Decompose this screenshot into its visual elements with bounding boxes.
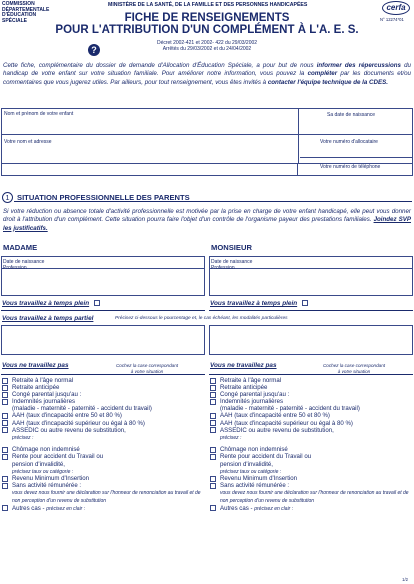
checkbox[interactable]	[210, 392, 216, 398]
list-item: Retraite anticipée	[209, 384, 413, 391]
madame-birth-label: Date de naissance	[3, 259, 45, 265]
checkbox[interactable]	[2, 385, 8, 391]
part-time-hint: Précisez ci-dessous le pourcentage et, le cas échéant, les modalités particulières	[115, 316, 288, 321]
list-item: AAH (taux d'incapacité entre 50 et 80 %)	[1, 412, 205, 419]
allocataire-field[interactable]	[302, 146, 410, 156]
monsieur-not-working: Vous ne travaillez pas	[210, 362, 277, 369]
child-birth-label: Sa date de naissance	[327, 112, 376, 118]
list-item: Rente pour accident du Travail ou pension d'invalidité, précisez taux ou catégorie :	[1, 453, 205, 475]
cerfa-logo: cerfa	[382, 1, 410, 15]
list-item: Indemnités journalières (maladie - maternité - paternité - accident du travail)	[209, 398, 413, 412]
list-item: Sans activité rémunérée : vous devez nous fournir une déclaration sur l'honneur de renonciation au travail et de non perception d'un revenu de substitution	[1, 482, 205, 504]
decret-reference: Décret 2002-421 et 2002- 422 du 29/03/2002	[156, 40, 258, 46]
list-item: AAH (taux d'incapacité supérieur ou égal à 80 %)	[1, 420, 205, 427]
checkbox[interactable]	[210, 505, 216, 511]
madame-full-time-checkbox[interactable]	[94, 300, 100, 306]
monsieur-profession-field[interactable]	[211, 270, 411, 294]
list-item: Revenu Minimum d'Insertion	[209, 475, 413, 482]
checkbox[interactable]	[2, 483, 8, 489]
monsieur-situation-list	[209, 377, 413, 512]
section-intro: Si votre réduction ou absence totale d'activité professionnelle est motivée par la prise en charge de votre enfant handicapé, elle peut vous donner droit à l'attribution d'un complément. Cette situation pourra faire l'objet d'un contrôle de l'organisme payeur des prestations familiales. Joindez SVP les justificatifs.	[3, 208, 411, 232]
organization-name: COMMISSION DÉPARTEMENTALE D'ÉDUCATION SPÉCIALE	[2, 1, 50, 24]
list-item: Congé parental jusqu'au :	[209, 391, 413, 398]
list-item: Chômage non indemnisé	[1, 446, 205, 453]
checkbox[interactable]	[2, 420, 8, 426]
form-number: N° 12274*01	[380, 17, 404, 22]
checkbox[interactable]	[2, 476, 8, 482]
madame-profession-label: Profession	[3, 265, 27, 271]
list-item: Autres cas - précisez en clair :	[209, 505, 413, 513]
checkbox[interactable]	[210, 413, 216, 419]
monsieur-heading: MONSIEUR	[211, 243, 252, 252]
checkbox[interactable]	[210, 454, 216, 460]
section-title: SITUATION PROFESSIONNELLE DES PARENTS	[17, 193, 190, 202]
checkbox[interactable]	[210, 447, 216, 453]
arrete-reference: Arrêtés du 29/03/2002 et du 24/04/2002	[162, 46, 252, 52]
checkbox[interactable]	[210, 378, 216, 384]
intro-paragraph: Cette fiche, complémentaire du dossier de demande d'Allocation d'Éducation Spéciale, a pour but de nous informer des répercussions du handicap de votre enfant sur votre situation familiale. Pour améliorer notre information, vous pouvez la compléter par les documents et/ou commentaires que vous jugerez utiles. Par ailleurs, pour tout renseignement, vous êtes invités à contacter l'équipe technique de la CDES.	[3, 62, 412, 86]
help-icon[interactable]: ?	[88, 44, 100, 56]
list-item: Retraite à l'âge normal	[209, 377, 413, 384]
madame-profession-field[interactable]	[3, 270, 203, 294]
monsieur-birth-label: Date de naissance	[211, 259, 253, 265]
checkbox[interactable]	[2, 413, 8, 419]
madame-part-time-field[interactable]	[1, 325, 205, 355]
parent-address-label: Votre nom et adresse	[4, 139, 52, 145]
list-item: Chômage non indemnisé	[209, 446, 413, 453]
list-item: AAH (taux d'incapacité supérieur ou égal à 80 %)	[209, 420, 413, 427]
monsieur-not-working-hint: Cochez la case correspondant à votre situation	[322, 363, 386, 374]
monsieur-part-time-field[interactable]	[209, 325, 413, 355]
checkbox[interactable]	[2, 447, 8, 453]
checkbox[interactable]	[2, 392, 8, 398]
madame-full-time: Vous travaillez à temps plein	[2, 300, 100, 307]
checkbox[interactable]	[210, 427, 216, 433]
list-item: Retraite à l'âge normal	[1, 377, 205, 384]
list-item: Revenu Minimum d'Insertion	[1, 475, 205, 482]
list-item: Congé parental jusqu'au :	[1, 391, 205, 398]
section-number-badge: 1	[2, 192, 13, 203]
ministry-name: MINISTÈRE DE LA SANTÉ, DE LA FAMILLE ET DES PERSONNES HANDICAPÉES	[108, 2, 308, 8]
checkbox[interactable]	[2, 454, 8, 460]
child-name-label: Nom et prénom de votre enfant	[4, 111, 74, 117]
child-birth-field[interactable]	[302, 119, 410, 132]
list-item: ASSEDIC ou autre revenu de substitution, précisez :	[1, 427, 205, 442]
checkbox[interactable]	[210, 483, 216, 489]
checkbox[interactable]	[210, 399, 216, 405]
page-number: 1/2	[402, 577, 408, 582]
checkbox[interactable]	[210, 420, 216, 426]
parent-address-field[interactable]	[4, 146, 294, 162]
list-item: Retraite anticipée	[1, 384, 205, 391]
checkbox[interactable]	[2, 427, 8, 433]
phone-label: Votre numéro de téléphone	[320, 164, 381, 170]
monsieur-profession-label: Profession	[211, 265, 235, 271]
checkbox[interactable]	[2, 399, 8, 405]
list-item: Rente pour accident du Travail ou pension d'invalidité, précisez taux ou catégorie :	[209, 453, 413, 475]
list-item: Autres cas - précisez en clair :	[1, 505, 205, 513]
checkbox[interactable]	[2, 505, 8, 511]
madame-not-working-hint: Cochez la case correspondant à votre situation	[115, 363, 179, 374]
checkbox[interactable]	[210, 476, 216, 482]
child-name-field[interactable]	[4, 118, 294, 132]
identity-box	[1, 108, 413, 170]
checkbox[interactable]	[210, 385, 216, 391]
madame-situation-list	[1, 377, 205, 512]
list-item: ASSEDIC ou autre revenu de substitution, précisez :	[209, 427, 413, 442]
phone-field[interactable]	[300, 165, 408, 174]
list-item: AAH (taux d'incapacité entre 50 et 80 %)	[209, 412, 413, 419]
monsieur-full-time: Vous travaillez à temps plein	[210, 300, 308, 307]
page-title-line2: POUR L'ATTRIBUTION D'UN COMPLÉMENT À L'A. E. S.	[55, 24, 359, 36]
checkbox[interactable]	[2, 378, 8, 384]
madame-part-time: Vous travaillez à temps partiel	[2, 315, 94, 322]
madame-heading: MADAME	[3, 243, 38, 252]
page-title-line1: FICHE DE RENSEIGNEMENTS	[124, 12, 290, 24]
list-item: Sans activité rémunérée : vous devez nous fournir une déclaration sur l'honneur de renonciation au travail et de non perception d'un revenu de substitution	[209, 482, 413, 504]
madame-not-working: Vous ne travaillez pas	[2, 362, 69, 369]
list-item: Indemnités journalières (maladie - maternité - paternité - accident du travail)	[1, 398, 205, 412]
allocataire-label: Votre numéro d'allocataire	[320, 139, 378, 145]
monsieur-full-time-checkbox[interactable]	[302, 300, 308, 306]
